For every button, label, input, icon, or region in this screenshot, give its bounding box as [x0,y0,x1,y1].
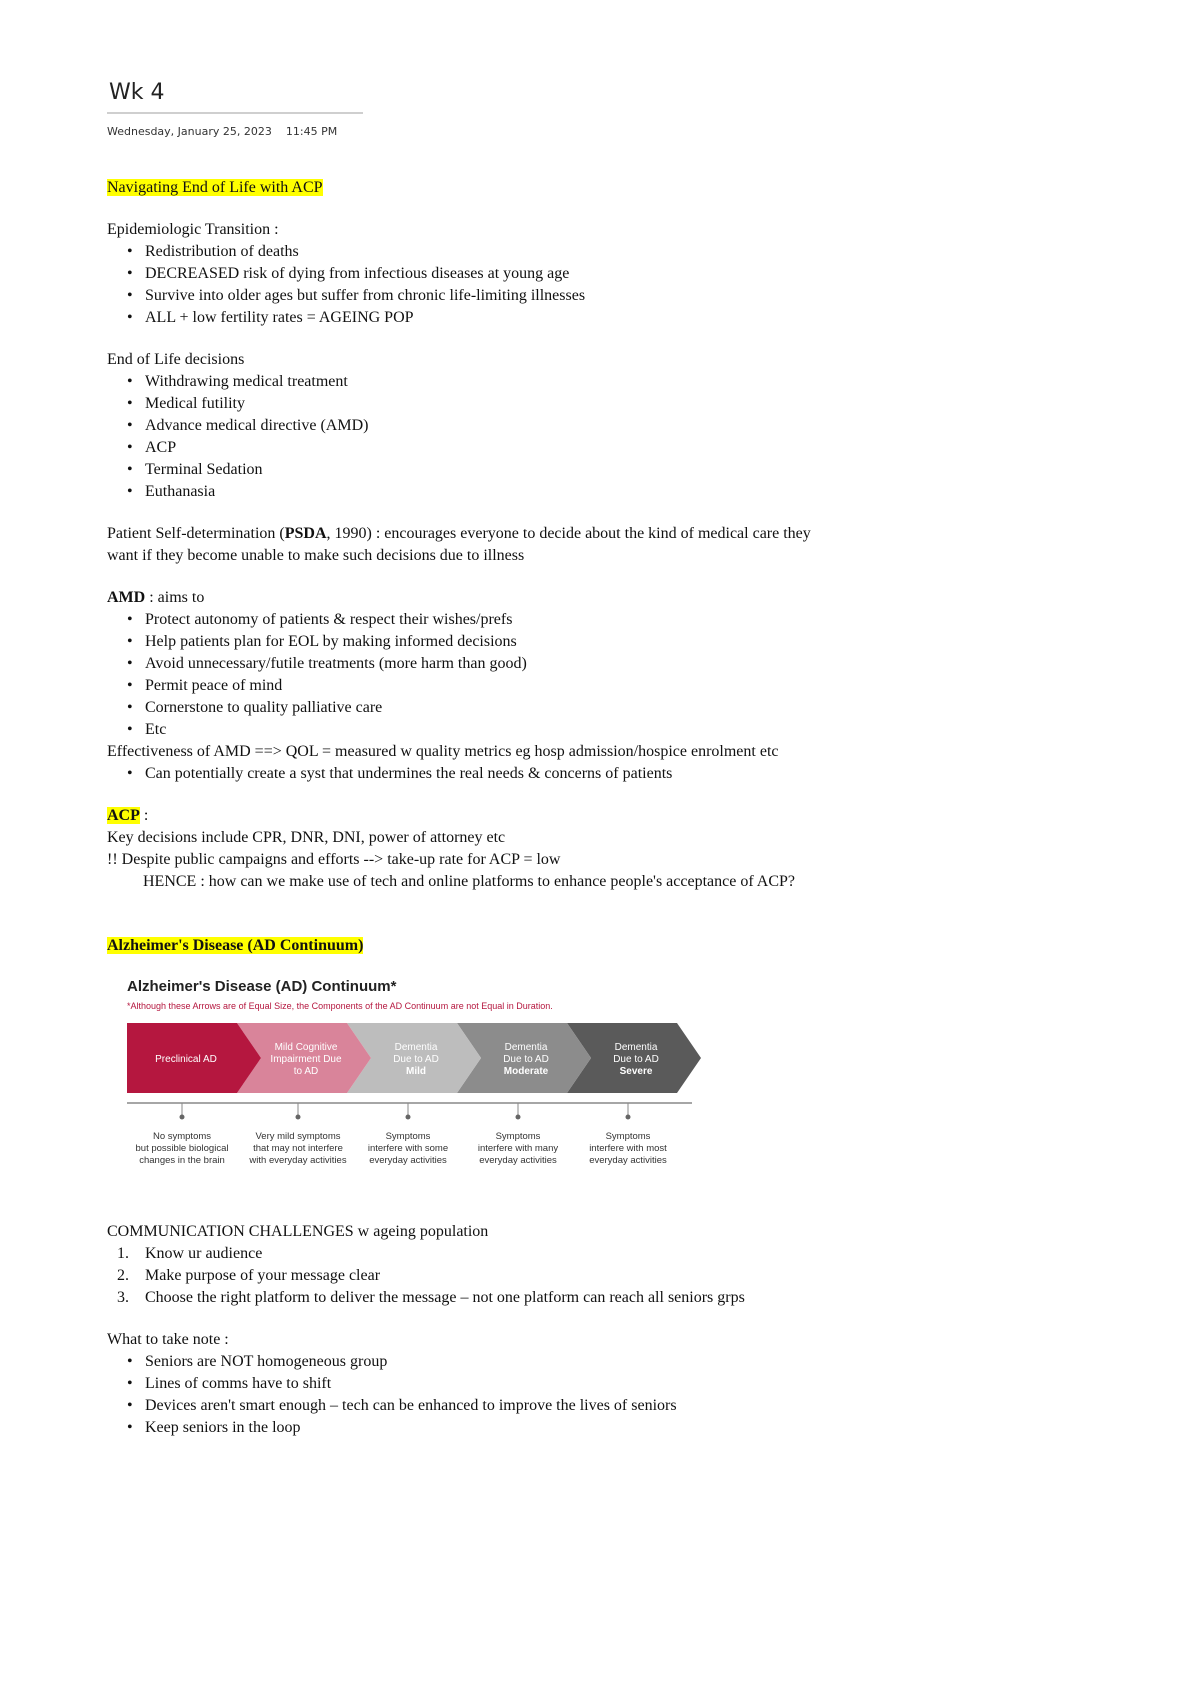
psda-term: PSDA [284,525,327,542]
title-underline [107,112,363,114]
psda-paragraph: Patient Self-determination (PSDA, 1990) : encourages everyone to decide about the kind of medical care they [107,525,811,542]
stage-description: No symptoms [152,1131,212,1142]
note-time: 11:45 PM [285,125,338,138]
amd-effect-list [107,763,1107,785]
list-item: • Devices aren't smart enough – tech can be enhanced to improve the lives of seniors [145,1395,1107,1417]
note-heading: What to take note : [107,1331,229,1348]
stage-description: everyday activities [589,1155,667,1166]
eol-heading: End of Life decisions [107,351,245,368]
stage-descriptions [136,1131,668,1166]
stage-marker-dot [626,1115,631,1120]
amd-heading: AMD : aims to [107,589,205,606]
list-item: 1. Know ur audience [117,1245,263,1262]
stage-label: Mild Cognitive [274,1042,338,1053]
list-item: • Advance medical directive (AMD) [145,415,1107,437]
figure-subtitle: *Although these Arrows are of Equal Size, the Components of the AD Continuum are not Equal in Duration. [127,1001,553,1011]
stage-label: Due to AD [393,1054,439,1065]
stage-description: everyday activities [479,1155,557,1166]
dateline [107,125,337,138]
list-item: • Etc [145,719,1107,741]
list-item: • Redistribution of deaths [145,241,1107,263]
list-item: • Help patients plan for EOL by making informed decisions [145,631,1107,653]
stage-description: everyday activities [369,1155,447,1166]
stage-markers [180,1103,631,1120]
section-heading-ad: Alzheimer's Disease (AD Continuum) [107,937,364,954]
comm-heading: COMMUNICATION CHALLENGES w ageing population [107,1223,489,1240]
list-item: • DECREASED risk of dying from infectious diseases at young age [145,263,1107,285]
list-item: • Cornerstone to quality palliative care [145,697,1107,719]
section-heading-acp: Navigating End of Life with ACP [107,179,323,196]
list-item: • Keep seniors in the loop [145,1417,1107,1439]
stage-description: with everyday activities [249,1155,347,1166]
list-item: • Withdrawing medical treatment [145,371,1107,393]
list-item: • Can potentially create a syst that undermines the real needs & concerns of patients [145,763,1107,785]
stage-arrows [127,1023,701,1093]
stage-description: interfere with many [477,1143,559,1154]
acp-line: !! Despite public campaigns and efforts --> take-up rate for ACP = low [107,851,561,868]
eol-list [107,371,1107,503]
stage-marker-dot [296,1115,301,1120]
stage-description: that may not interfere [253,1143,343,1154]
stage-label: Mild [406,1066,426,1077]
figure-title: Alzheimer's Disease (AD) Continuum* [127,978,397,995]
stage-description: but possible biological [135,1143,229,1154]
stage-label: Due to AD [613,1054,659,1065]
stage-description: Symptoms [495,1131,541,1142]
comm-list [107,1243,1107,1309]
stage-label: Severe [619,1066,653,1077]
ad-continuum-figure [127,971,747,1201]
stage-marker-dot [406,1115,411,1120]
amd-effectiveness: Effectiveness of AMD ==> QOL = measured w quality metrics eg hosp admission/hospice enrolment etc [107,743,779,760]
stage-label: to AD [293,1066,319,1077]
stage-marker-dot [516,1115,521,1120]
page-title: Wk 4 [109,80,165,105]
list-item: • ACP [145,437,1107,459]
note-list [107,1351,1107,1439]
ad-continuum-diagram [127,971,747,1201]
list-item: • Permit peace of mind [145,675,1107,697]
acp-term: ACP [107,807,140,824]
list-item: • Protect autonomy of patients & respect their wishes/prefs [145,609,1107,631]
list-item: 3. Choose the right platform to deliver the message – not one platform can reach all seniors grps [117,1289,745,1306]
list-item: • Terminal Sedation [145,459,1107,481]
stage-description: changes in the brain [139,1155,225,1166]
stage-description: interfere with most [589,1143,667,1154]
list-item: • Medical futility [145,393,1107,415]
amd-term: AMD [107,589,146,606]
list-item: • Avoid unnecessary/futile treatments (more harm than good) [145,653,1107,675]
amd-list [107,609,1107,741]
note-date: Wednesday, January 25, 2023 [107,125,272,138]
list-item: • Lines of comms have to shift [145,1373,1107,1395]
note-body [107,177,1107,1439]
stage-label: Preclinical AD [155,1054,217,1065]
epi-list [107,241,1107,329]
stage-marker-dot [180,1115,185,1120]
epi-heading: Epidemiologic Transition : [107,221,279,238]
stage-description: Symptoms [385,1131,431,1142]
stage-label: Dementia [394,1042,438,1053]
stage-description: Very mild symptoms [255,1131,341,1142]
acp-heading: ACP : [107,807,149,824]
stage-label: Dementia [614,1042,658,1053]
stage-description: interfere with some [367,1143,449,1154]
stage-label: Due to AD [503,1054,549,1065]
acp-line: HENCE : how can we make use of tech and online platforms to enhance people's acceptance of ACP? [143,873,795,890]
list-item: • ALL + low fertility rates = AGEING POP [145,307,1107,329]
list-item: • Euthanasia [145,481,1107,503]
psda-paragraph-line2: want if they become unable to make such decisions due to illness [107,547,525,564]
stage-label: Moderate [503,1066,549,1077]
list-item: 2. Make purpose of your message clear [117,1267,381,1284]
stage-label: Impairment Due [270,1054,342,1065]
stage-label: Dementia [504,1042,548,1053]
stage-description: Symptoms [605,1131,651,1142]
list-item: • Survive into older ages but suffer from chronic life-limiting illnesses [145,285,1107,307]
list-item: • Seniors are NOT homogeneous group [145,1351,1107,1373]
acp-line: Key decisions include CPR, DNR, DNI, power of attorney etc [107,829,506,846]
